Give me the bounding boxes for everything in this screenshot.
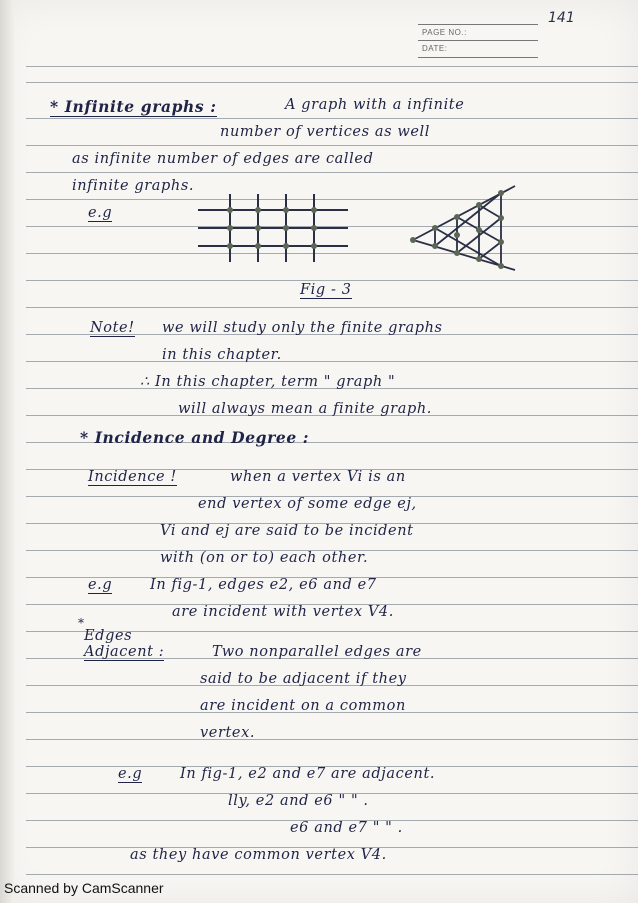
example-3-line-2: lly, e2 and e6 " " . [228,793,369,809]
incidence-degree-heading: * Incidence and Degree : [80,428,310,447]
infinite-line-3: as infinite number of edges are called [72,151,374,167]
page-no-label: PAGE NO.: [422,28,467,37]
adjacent-line-3: are incident on a common [200,698,406,714]
infinite-triangle-figure [405,180,525,275]
incidence-line-4: with (on or to) each other. [160,550,369,566]
note-label: Note! [90,320,135,336]
adjacent-label: Adjacent : [84,644,165,660]
example-3-line-4: as they have common vertex V4. [130,847,387,863]
edges-star: * [78,616,85,630]
date-label: DATE: [422,44,448,53]
edges-label: Edges [84,628,133,644]
infinite-line-4: infinite graphs. [72,178,195,194]
adjacent-line-1: Two nonparallel edges are [212,644,422,660]
adjacent-line-4: vertex. [200,725,256,741]
example-label-3: e.g [118,766,143,782]
example-label-1: e.g [88,205,113,221]
example-2-line-1: In fig-1, edges e2, e6 and e7 [150,577,377,593]
incidence-label: Incidence ! [88,469,177,485]
example-3-line-3: e6 and e7 " " . [290,820,403,836]
example-3-line-1: In fig-1, e2 and e7 are adjacent. [180,766,436,782]
note-line-3: ∴ In this chapter, term " graph " [140,374,396,390]
adjacent-line-2: said to be adjacent if they [200,671,407,687]
example-label-2: e.g [88,577,113,593]
incidence-line-3: Vi and ej are said to be incident [160,523,414,539]
infinite-graphs-heading: * Infinite graphs : [50,97,217,116]
page-binding [0,0,14,903]
note-line-1: we will study only the finite graphs [162,320,443,336]
infinite-line-2: number of vertices as well [220,124,431,140]
page-number: 141 [548,10,575,26]
example-2-line-2: are incident with vertex V4. [172,604,394,620]
note-line-2: in this chapter. [162,347,282,363]
incidence-line-1: when a vertex Vi is an [230,469,406,485]
scanner-watermark: Scanned by CamScanner [4,880,164,896]
figure-caption: Fig - 3 [300,282,352,298]
infinite-grid-figure [190,188,360,268]
incidence-line-2: end vertex of some edge ej, [198,496,417,512]
infinite-line-1: A graph with a infinite [285,97,465,113]
page-header-box [418,24,538,58]
note-line-4: will always mean a finite graph. [178,401,432,417]
